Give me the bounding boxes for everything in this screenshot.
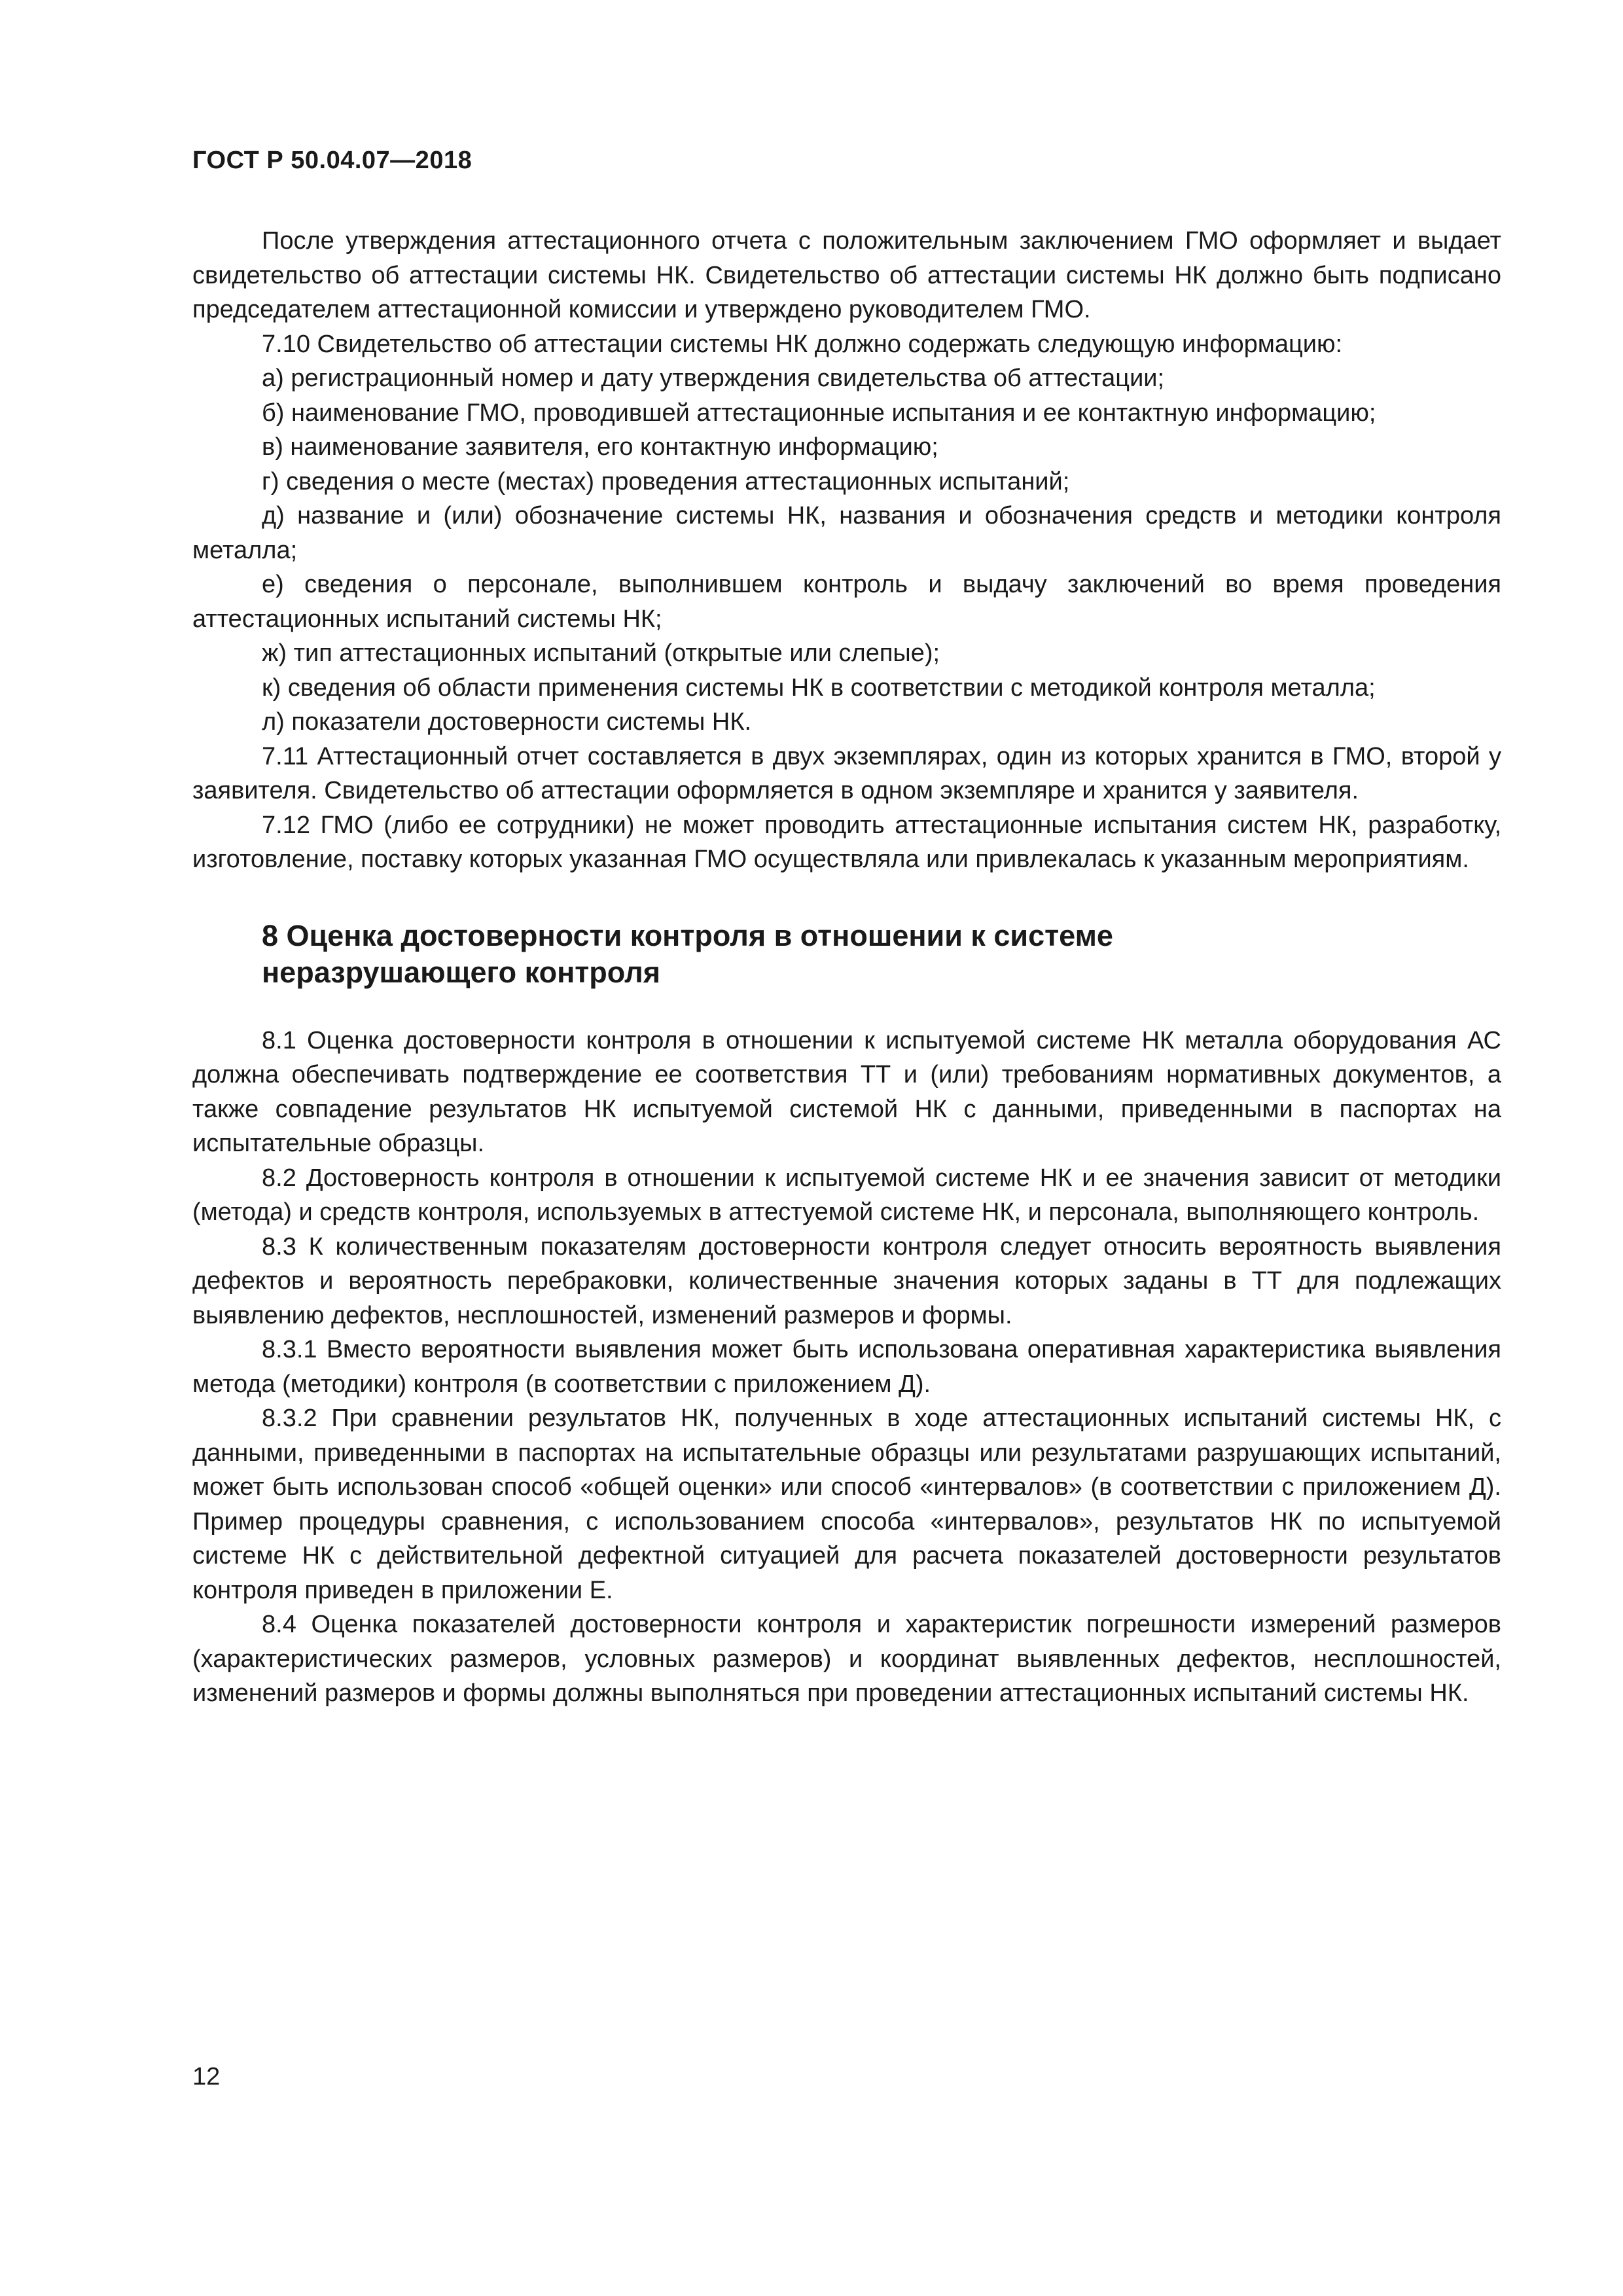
paragraph-8-4: 8.4 Оценка показателей достоверности контроля и характеристик погрешности измерений размеров (характеристических размеров, условных размеров) и координат выявленных дефектов, несплошностей, изменений размеров и формы должны выполняться при проведении аттестационных испытаний системы НК. xyxy=(192,1611,1501,1707)
paragraph-8-3-1: 8.3.1 Вместо вероятности выявления может быть использована оперативная характеристика выявления метода (методики) контроля (в соответствии с приложением Д). xyxy=(192,1336,1501,1398)
page-number: 12 xyxy=(192,2063,221,2090)
section-8-heading-line-1: 8 Оценка достоверности контроля в отношении к системе xyxy=(262,918,1113,952)
paragraph-7-11: 7.11 Аттестационный отчет составляется в двух экземплярах, один из которых хранится в ГМО, второй у заявителя. Свидетельство об аттестации оформляется в одном экземпляре и хранится у заявителя. xyxy=(192,742,1501,804)
paragraph-7-12: 7.12 ГМО (либо ее сотрудники) не может проводить аттестационные испытания систем НК, разработку, изготовление, поставку которых указанная ГМО осуществляла или привлекалась к указанным мероприятиям. xyxy=(192,811,1501,873)
list-item-a: а) регистрационный номер и дату утверждения свидетельства об аттестации; xyxy=(262,365,1165,392)
list-item-b: б) наименование ГМО, проводившей аттестационные испытания и ее контактную информацию; xyxy=(262,399,1376,427)
paragraph-8-2: 8.2 Достоверность контроля в отношении к испытуемой системе НК и ее значения зависит от методики (метода) и средств контроля, используемых в аттестуемой системе НК, и персонала, выполняющего контроль. xyxy=(192,1164,1501,1226)
list-item-zh: ж) тип аттестационных испытаний (открытые или слепые); xyxy=(262,639,940,667)
list-item-l: л) показатели достоверности системы НК. xyxy=(262,708,752,736)
list-item-g: г) сведения о месте (местах) проведения аттестационных испытаний; xyxy=(262,467,1070,495)
list-item-v: в) наименование заявителя, его контактную информацию; xyxy=(262,433,938,461)
paragraph-7-10: 7.10 Свидетельство об аттестации системы НК должно содержать следующую информацию: xyxy=(262,330,1343,358)
paragraph-8-3: 8.3 К количественным показателям достоверности контроля следует относить вероятность выявления дефектов и вероятность перебраковки, количественные значения которых заданы в ТТ для подлежащих выявлению дефектов, несплошностей, изменений размеров и формы. xyxy=(192,1232,1501,1329)
list-item-k: к) сведения об области применения системы НК в соответствии с методикой контроля металла; xyxy=(262,673,1376,702)
list-item-e: е) сведения о персонале, выполнившем контроль и выдачу заключений во время проведения аттестационных испытаний системы НК; xyxy=(192,571,1501,633)
document-code-header: ГОСТ Р 50.04.07—2018 xyxy=(192,147,473,174)
section-8-heading-line-2: неразрушающего контроля xyxy=(262,955,660,989)
paragraph: После утверждения аттестационного отчета с положительным заключением ГМО оформляет и выдает свидетельство об аттестации системы НК. Свидетельство об аттестации системы НК должно быть подписано председателем аттестационной комиссии и утверждено руководителем ГМО. xyxy=(192,227,1501,323)
list-item-d: д) название и (или) обозначение системы НК, названия и обозначения средств и методики контроля металла; xyxy=(192,502,1501,564)
section-8-heading xyxy=(262,918,1501,991)
paragraph-8-1: 8.1 Оценка достоверности контроля в отношении к испытуемой системе НК металла оборудования АС должна обеспечивать подтверждение ее соответствия ТТ и (или) требованиям нормативных документов, а также совпадение результатов НК испытуемой системой НК с данными, приведенными в паспортах на испытательные образцы. xyxy=(192,1026,1501,1157)
document-body xyxy=(192,224,1501,1711)
paragraph-8-3-2: 8.3.2 При сравнении результатов НК, полученных в ходе аттестационных испытаний системы НК, с данными, приведенными в паспортах на испытательные образцы или результатами разрушающих испытаний, может быть использован способ «общей оценки» или способ «интервалов» (в соответствии с приложением Д). Пример процедуры сравнения, с использованием способа «интервалов», результатов НК по испытуемой системе НК с действительной дефектной ситуацией для расчета показателей достоверности результатов контроля приведен в приложении Е. xyxy=(192,1405,1501,1604)
